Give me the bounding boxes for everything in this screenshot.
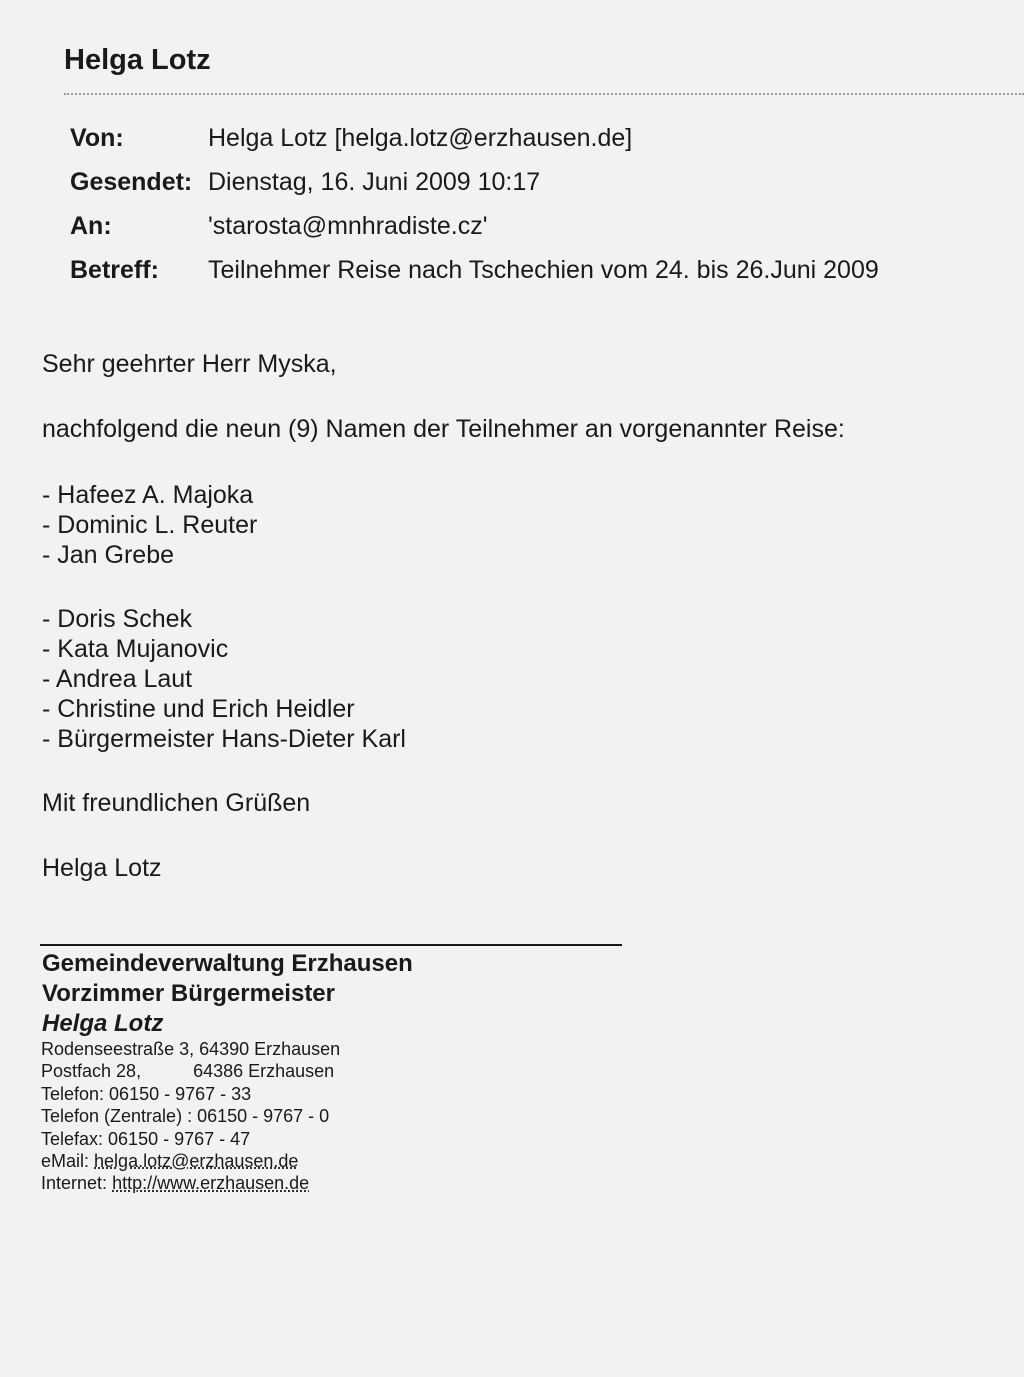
participant-list-2 <box>42 604 406 754</box>
intro-text: nachfolgend die neun (9) Namen der Teilnehmer an vorgenannter Reise: <box>42 415 845 443</box>
org-name: Gemeindeverwaltung Erzhausen <box>42 950 413 977</box>
header-row-to <box>70 204 879 248</box>
postfach: Postfach 28, <box>41 1061 142 1082</box>
list-item: - Jan Grebe <box>42 541 175 569</box>
title-divider <box>64 93 1024 95</box>
closing: Mit freundlichen Grüßen <box>42 789 311 817</box>
address: Rodenseestraße 3, 64390 Erzhausen <box>41 1039 341 1059</box>
header-label: Betreff: <box>70 255 159 284</box>
email-label: eMail: <box>41 1151 90 1172</box>
signatory-name: Helga Lotz <box>42 1010 164 1037</box>
header-label: Gesendet: <box>70 167 193 196</box>
telefon: Telefon: 06150 - 9767 - 33 <box>41 1083 252 1104</box>
email-line <box>41 1150 340 1172</box>
signature-org-block <box>42 949 413 1039</box>
telefon-zentrale: Telefon (Zentrale) : 06150 - 9767 - 0 <box>41 1106 330 1127</box>
email-link[interactable]: helga.lotz@erzhausen.de <box>94 1151 299 1172</box>
participant-list-1 <box>42 480 257 570</box>
list-item: - Christine und Erich Heidler <box>42 695 355 723</box>
list-item: - Andrea Laut <box>42 665 193 693</box>
list-item: - Doris Schek <box>42 605 193 633</box>
internet-label: Internet: <box>41 1173 108 1194</box>
header-row-from <box>70 116 879 160</box>
signature-divider <box>40 944 622 946</box>
signature-name: Helga Lotz <box>42 854 162 882</box>
header-row-subject <box>70 248 879 292</box>
header-value: Dienstag, 16. Juni 2009 10:17 <box>208 167 541 196</box>
list-item: - Bürgermeister Hans-Dieter Karl <box>42 725 406 753</box>
contact-block <box>41 1038 340 1195</box>
header-label: An: <box>70 211 112 240</box>
header-row-sent <box>70 160 879 204</box>
header-label: Von: <box>70 123 124 152</box>
internet-line <box>41 1172 340 1194</box>
postfach-city: 64386 Erzhausen <box>193 1061 335 1082</box>
header-value: Helga Lotz [helga.lotz@erzhausen.de] <box>208 123 633 152</box>
header-value: 'starosta@mnhradiste.cz' <box>208 211 488 240</box>
email-header <box>70 116 879 292</box>
header-value: Teilnehmer Reise nach Tschechien vom 24. bis 26.Juni 2009 <box>208 255 879 284</box>
sender-title: Helga Lotz <box>64 44 211 76</box>
postfach-line <box>41 1060 340 1082</box>
internet-link[interactable]: http://www.erzhausen.de <box>112 1173 310 1194</box>
list-item: - Hafeez A. Majoka <box>42 481 254 509</box>
telefax: Telefax: 06150 - 9767 - 47 <box>41 1128 251 1149</box>
list-item: - Kata Mujanovic <box>42 635 229 663</box>
department: Vorzimmer Bürgermeister <box>42 980 335 1007</box>
list-item: - Dominic L. Reuter <box>42 511 258 539</box>
greeting: Sehr geehrter Herr Myska, <box>42 350 337 378</box>
